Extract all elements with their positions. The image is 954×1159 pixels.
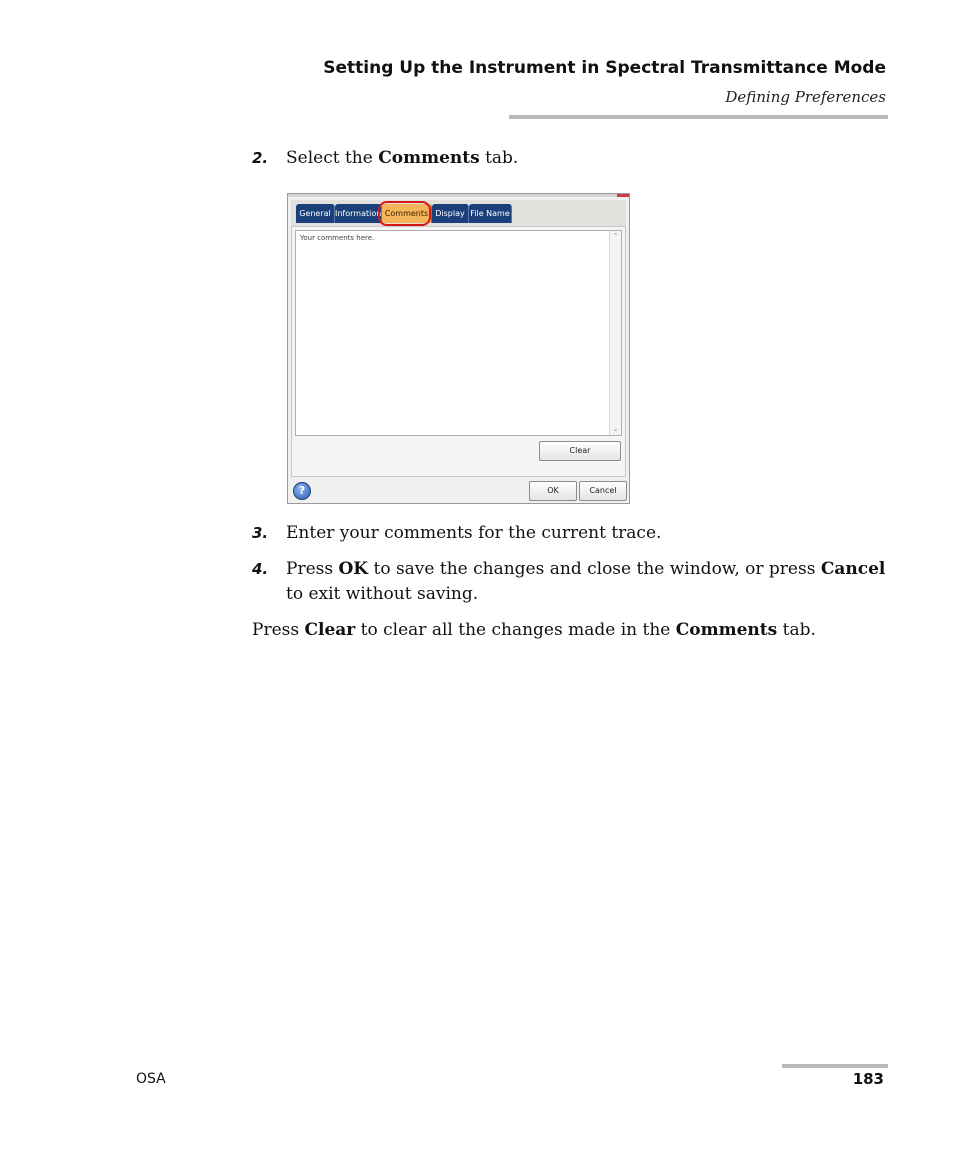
step-text: Select the Comments tab. bbox=[286, 148, 519, 168]
comments-panel bbox=[291, 226, 626, 477]
ok-button[interactable]: OK bbox=[529, 481, 577, 501]
dialog-titlebar bbox=[288, 194, 629, 197]
footer-rule bbox=[782, 1064, 888, 1068]
tab-comments[interactable]: Comments bbox=[382, 204, 432, 223]
cancel-button[interactable]: Cancel bbox=[579, 481, 627, 501]
step-text: Enter your comments for the current trace. bbox=[286, 523, 662, 543]
step-2 bbox=[252, 146, 892, 172]
tab-bar bbox=[291, 200, 626, 226]
footer-product: OSA bbox=[136, 1071, 166, 1087]
step-number: 3. bbox=[252, 524, 269, 542]
page-number: 183 bbox=[852, 1070, 884, 1088]
header-title: Setting Up the Instrument in Spectral Transmittance Mode bbox=[323, 58, 886, 78]
help-icon[interactable]: ? bbox=[293, 482, 311, 500]
step-4 bbox=[252, 557, 892, 609]
tab-information[interactable]: Information bbox=[335, 204, 382, 223]
scroll-down-arrow-icon[interactable]: ⌄ bbox=[612, 425, 619, 433]
preferences-dialog bbox=[287, 193, 630, 504]
tab-general[interactable]: General bbox=[296, 204, 335, 223]
vertical-scrollbar[interactable] bbox=[609, 231, 621, 435]
step-number: 4. bbox=[252, 560, 269, 578]
tab-display[interactable]: Display bbox=[432, 204, 469, 223]
tab-file-name[interactable]: File Name bbox=[469, 204, 512, 223]
step-number: 2. bbox=[252, 149, 269, 167]
step-text: Press OK to save the changes and close the window, or press Cancel to exit without saving. bbox=[286, 559, 886, 604]
comments-tab-highlight bbox=[378, 201, 431, 226]
header-subtitle: Defining Preferences bbox=[725, 88, 886, 106]
clear-button[interactable]: Clear bbox=[539, 441, 621, 461]
comments-textarea[interactable] bbox=[295, 230, 622, 436]
step-3 bbox=[252, 521, 892, 547]
clear-note: Press Clear to clear all the changes made in the Comments tab. bbox=[252, 620, 816, 640]
scroll-up-arrow-icon[interactable]: ⌃ bbox=[612, 232, 619, 240]
header-rule bbox=[509, 115, 888, 119]
close-icon[interactable] bbox=[617, 194, 629, 197]
comments-placeholder: Your comments here. bbox=[300, 234, 375, 242]
